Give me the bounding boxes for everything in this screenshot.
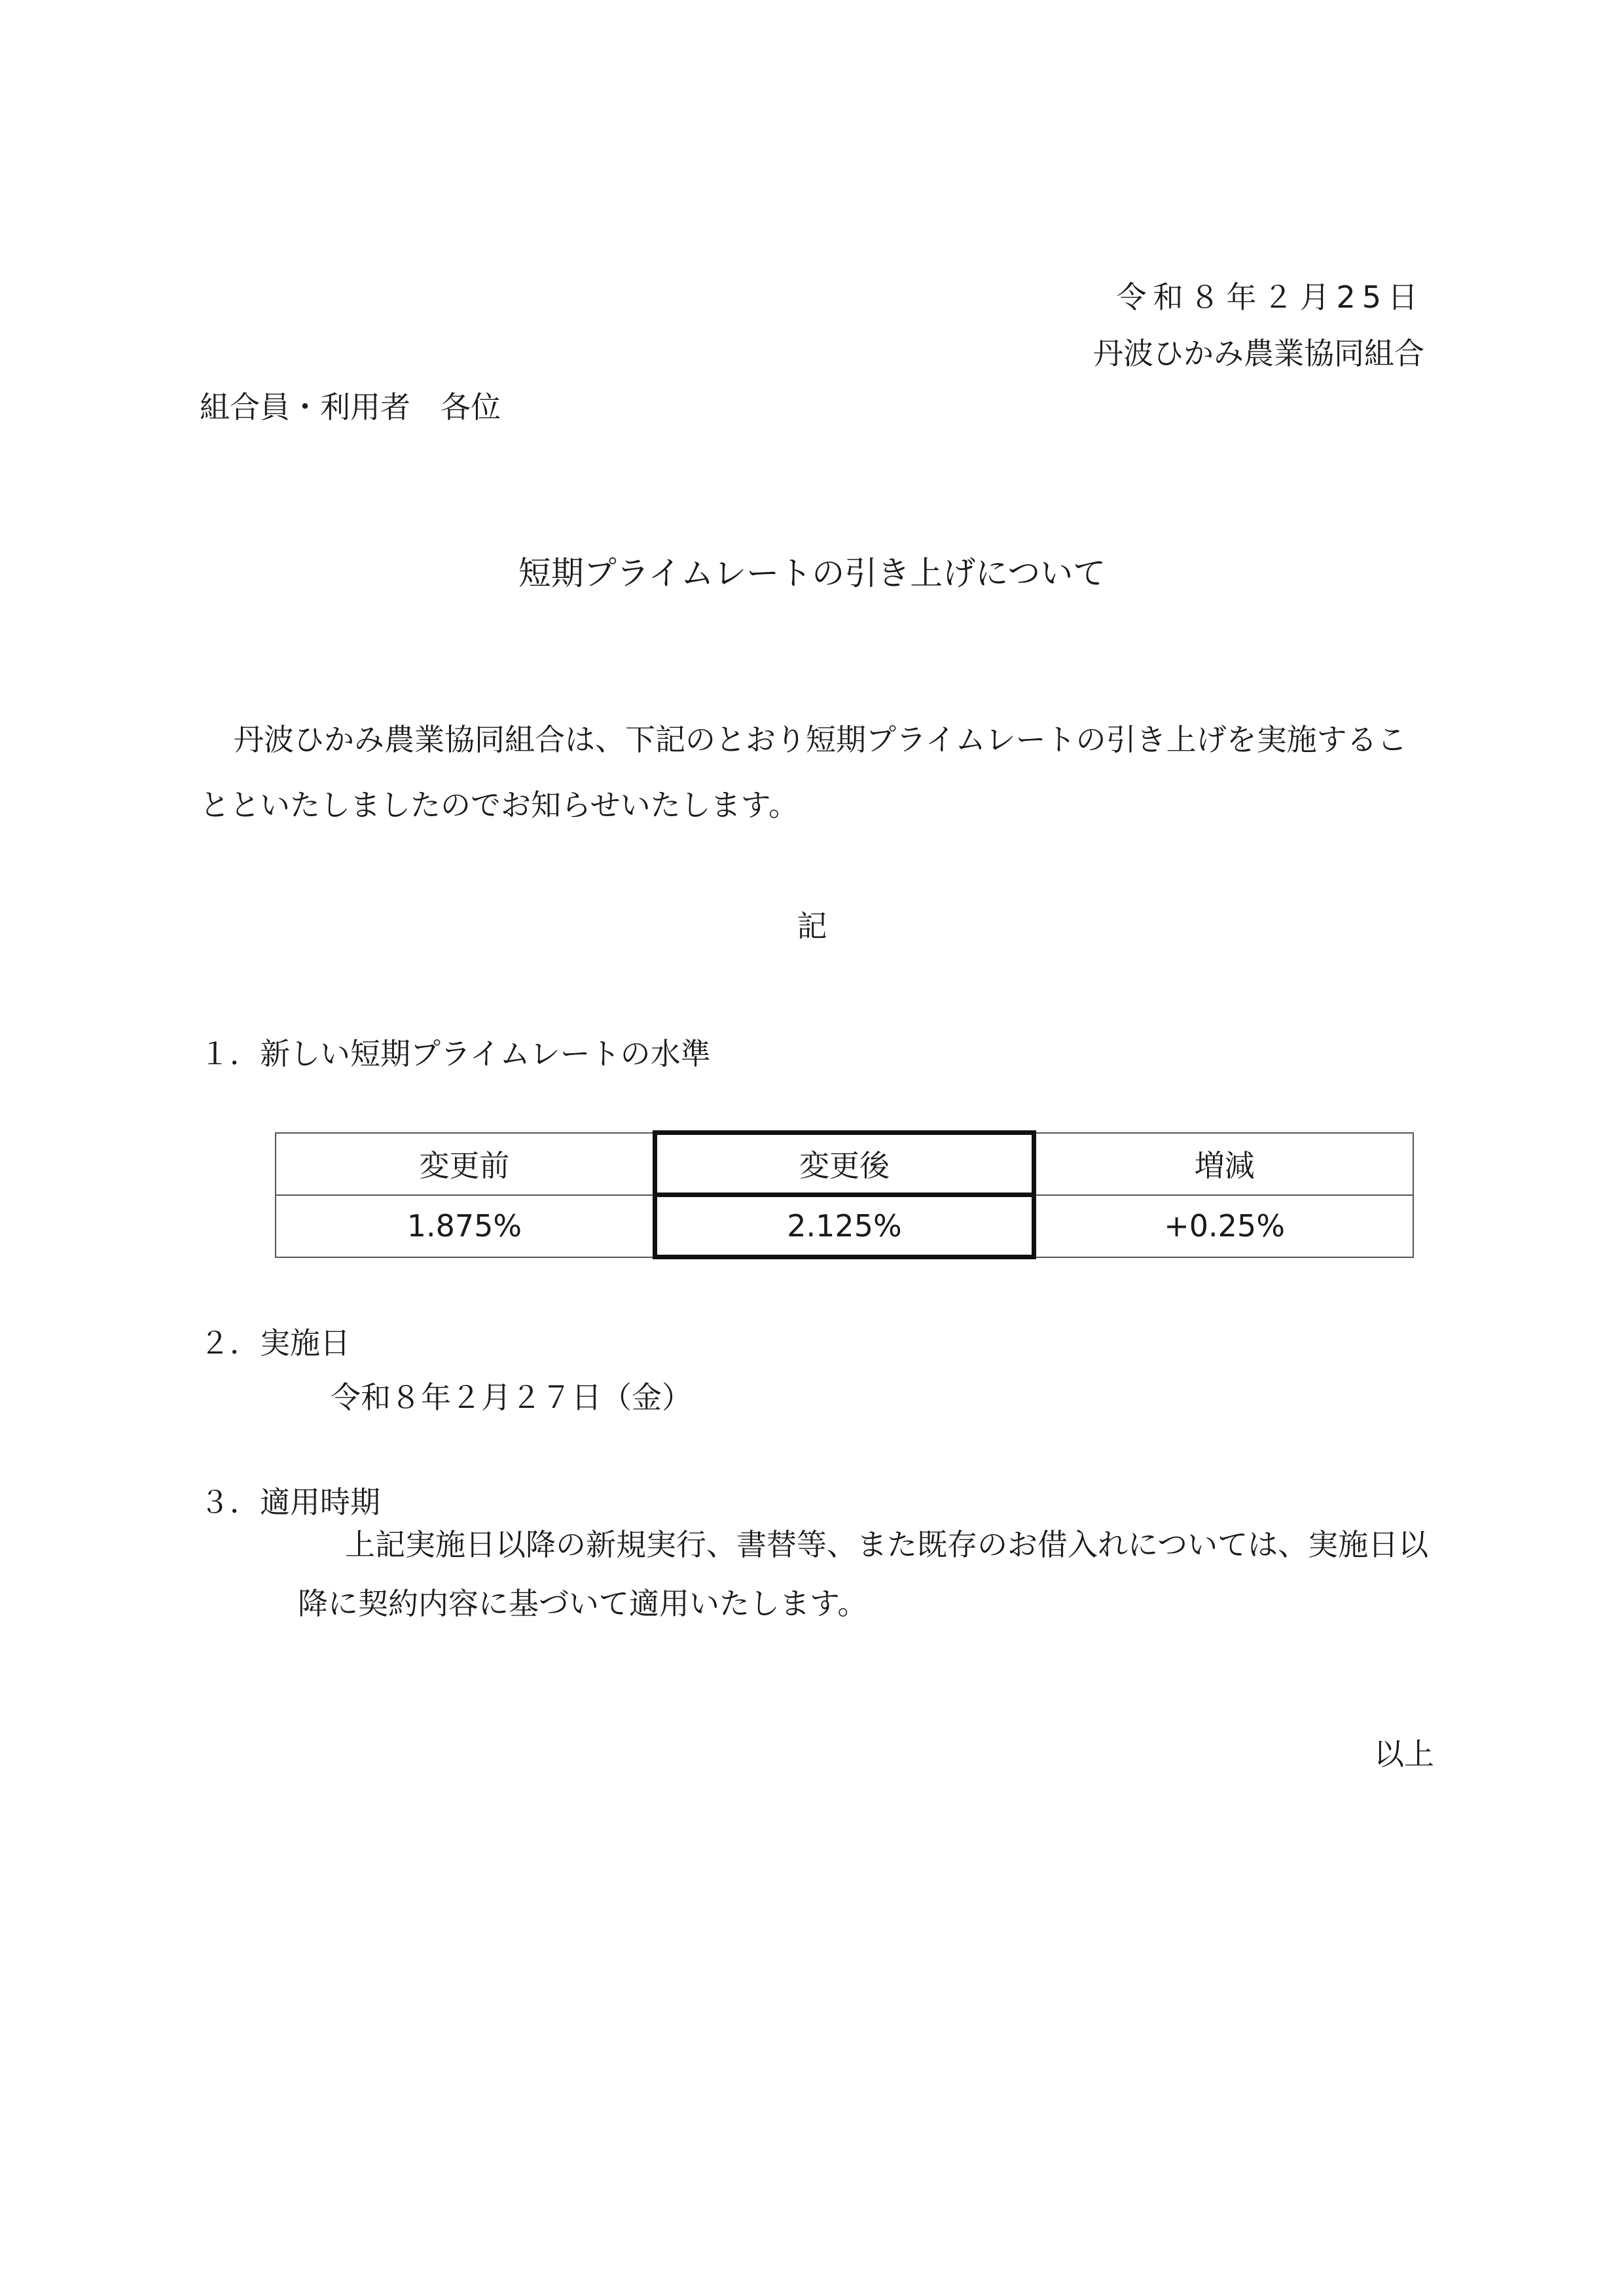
document-title: 短期プライムレートの引き上げについて	[518, 554, 1106, 592]
closing-text: 以上	[1374, 1736, 1434, 1772]
value-after: 2.125%	[655, 1195, 1034, 1257]
addressee: 組合員・利用者 各位	[200, 389, 501, 425]
header-after: 変更後	[655, 1133, 1034, 1195]
section-2-heading: ２．実施日	[200, 1325, 350, 1361]
document-date: 令和８年２月25日	[1116, 279, 1424, 315]
value-before: 1.875%	[276, 1195, 655, 1257]
implementation-date: 令和８年２月２７日（金）	[331, 1380, 692, 1415]
ki-marker: 記	[797, 908, 827, 944]
issuer-name: 丹波ひかみ農業協同組合	[1093, 336, 1424, 371]
rate-table	[275, 1130, 1414, 1259]
header-change: 増減	[1034, 1133, 1413, 1195]
table-header-row	[276, 1133, 1413, 1195]
intro-paragraph: 丹波ひかみ農業協同組合は、下記のとおり短期プライムレートの引き上げを実施することといたしましたのでお知らせいたします。	[200, 722, 1407, 823]
table-value-row	[276, 1195, 1413, 1257]
section-1-heading: １．新しい短期プライムレートの水準	[200, 1036, 711, 1071]
application-period-text: 上記実施日以降の新規実行、書替等、また既存のお借入れについては、実施日以降に契約内容に基づいて適用いたします。	[298, 1527, 1429, 1621]
value-change: +0.25%	[1034, 1195, 1413, 1257]
section-3-heading: ３．適用時期	[200, 1484, 380, 1520]
header-before: 変更前	[276, 1133, 655, 1195]
